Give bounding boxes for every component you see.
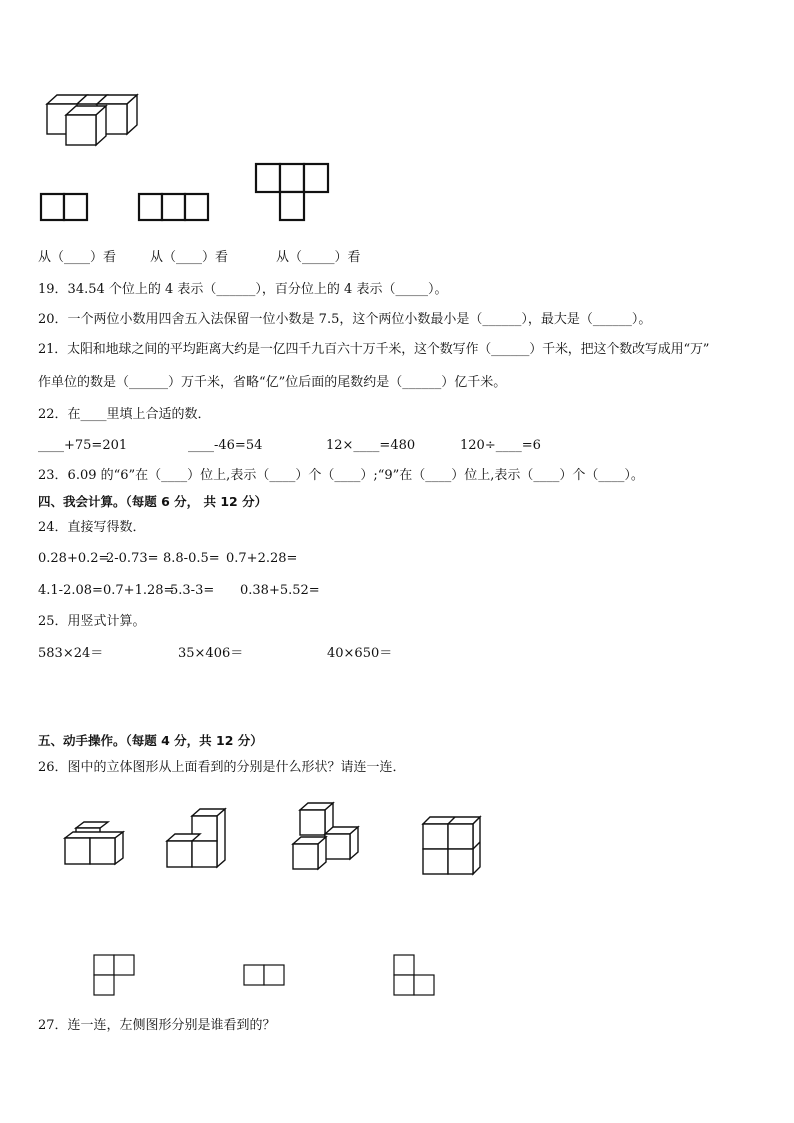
q25-item-2: 35×406＝ <box>178 646 244 661</box>
q26-top-view-1 <box>93 954 137 996</box>
q25-item-3: 40×650＝ <box>327 646 393 661</box>
q26-figure-4 <box>420 814 484 878</box>
q24-r1-4: 0.7+2.28= <box>226 551 298 566</box>
view-t-shape <box>255 163 333 223</box>
view-three-squares <box>138 193 212 223</box>
question-19: 19．34.54 个位上的 4 表示（______），百分位上的 4 表示（_____）。 <box>38 282 448 297</box>
question-22: 22．在____里填上合适的数． <box>38 407 211 422</box>
q24-r2-3: 5.3-3= <box>170 583 215 598</box>
q26-top-view-2 <box>243 964 287 986</box>
view-label-2: 从（____）看 <box>150 250 229 265</box>
question-20: 20．一个两位小数用四舍五入法保留一位小数是 7.5，这个两位小数最小是（______），最大是（______）。 <box>38 312 652 327</box>
section-4-heading: 四、我会计算。（每题 6 分， 共 12 分） <box>38 494 268 509</box>
section-5-heading: 五、动手操作。（每题 4 分，共 12 分） <box>38 733 263 748</box>
q24-r1-1: 0.28+0.2= <box>38 551 110 566</box>
question-21-line-1: 21．太阳和地球之间的平均距离大约是一亿四千九百六十万千米，这个数写作（______）千米，把这个数改写成用“万” <box>38 342 710 357</box>
q26-figure-1 <box>62 820 128 868</box>
q25-item-1: 583×24＝ <box>38 646 104 661</box>
view-label-3: 从（_____）看 <box>276 250 361 265</box>
question-26: 26．图中的立体图形从上面看到的分别是什么形状？请连一连． <box>38 760 406 775</box>
q22-item-4: 120÷____=6 <box>460 438 541 453</box>
question-21-line-2: 作单位的数是（______）万千米，省略“亿”位后面的尾数约是（______）亿千米。 <box>38 375 507 390</box>
view-two-squares <box>40 193 90 223</box>
q22-item-3: 12×____=480 <box>326 438 416 453</box>
q26-figure-3 <box>290 800 362 872</box>
question-24: 24．直接写得数． <box>38 520 146 535</box>
q24-r2-2: 0.7+1.28= <box>103 583 175 598</box>
top-3d-cube-figure <box>44 92 144 152</box>
q24-r1-3: 8.8-0.5= <box>163 551 220 566</box>
question-27: 27．连一连，左侧图形分别是谁看到的？ <box>38 1018 276 1033</box>
q24-r2-1: 4.1-2.08= <box>38 583 103 598</box>
q24-r1-2: 2-0.73= <box>106 551 159 566</box>
view-label-1: 从（____）看 <box>38 250 117 265</box>
question-25: 25．用竖式计算。 <box>38 614 146 629</box>
q26-top-view-3 <box>393 954 437 996</box>
q22-item-2: ____-46=54 <box>188 438 263 453</box>
q22-item-1: ____+75=201 <box>38 438 128 453</box>
question-23: 23．6.09 的“6”在（____）位上,表示（____）个（____）;“9”在（____）位上,表示（____）个（____）。 <box>38 468 644 483</box>
q24-r2-4: 0.38+5.52= <box>240 583 320 598</box>
q26-figure-2 <box>164 806 230 870</box>
